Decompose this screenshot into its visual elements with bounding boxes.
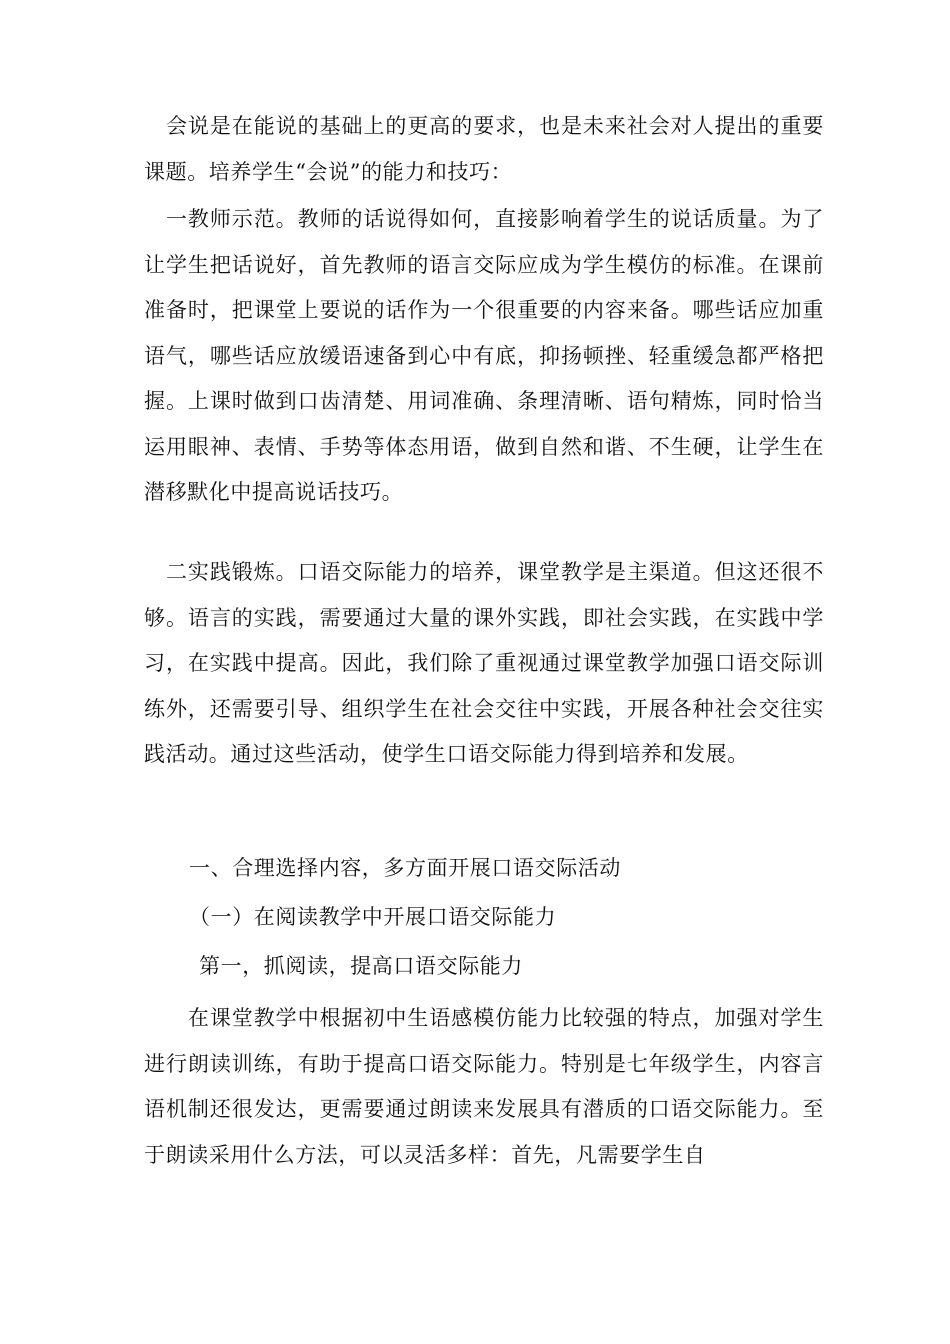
paragraph-practice: 二实践锻炼。口语交际能力的培养，课堂教学是主渠道。但这还很不够。语言的实践，需要通过大量的课外实践，即社会实践，在实践中学习，在实践中提高。因此，我们除了重视通过课堂教学加强口语交际训练外，还需要引导、组织学生在社会交往中实践，开展各种社会交往实践活动。通过这些活动，使学生口语交际能力得到培养和发展。 (144, 560, 824, 766)
point-heading-1: 第一，抓阅读，提高口语交际能力 (199, 954, 523, 978)
section-heading-1: 一、合理选择内容，多方面开展口语交际活动 (189, 856, 621, 880)
paragraph-intro: 会说是在能说的基础上的更高的要求，也是未来社会对人提出的重要课题。培养学生“会说”的能力和技巧： (144, 114, 824, 184)
paragraph-teacher-demo: 一教师示范。教师的话说得如何，直接影响着学生的说话质量。为了让学生把话说好，首先教师的语言交际应成为学生模仿的标准。在课前准备时，把课堂上要说的话作为一个很重要的内容来备。哪些话应加重语气，哪些话应放缓语速备到心中有底，抑扬顿挫、轻重缓急都严格把握。上课时做到口齿清楚、用词准确、条理清晰、语句精炼，同时恰当运用眼神、表情、手势等体态用语，做到自然和谐、不生硬，让学生在潜移默化中提高说话技巧。 (144, 207, 824, 504)
paragraph-reading: 在课堂教学中根据初中生语感模仿能力比较强的特点，加强对学生进行朗读训练，有助于提高口语交际能力。特别是七年级学生，内容言语机制还很发达，更需要通过朗读来发展具有潜质的口语交际能力。至于朗读采用什么方法，可以灵活多样：首先，凡需要学生自 (144, 1006, 824, 1167)
subsection-heading-1: （一）在阅读教学中开展口语交际能力 (189, 905, 557, 929)
